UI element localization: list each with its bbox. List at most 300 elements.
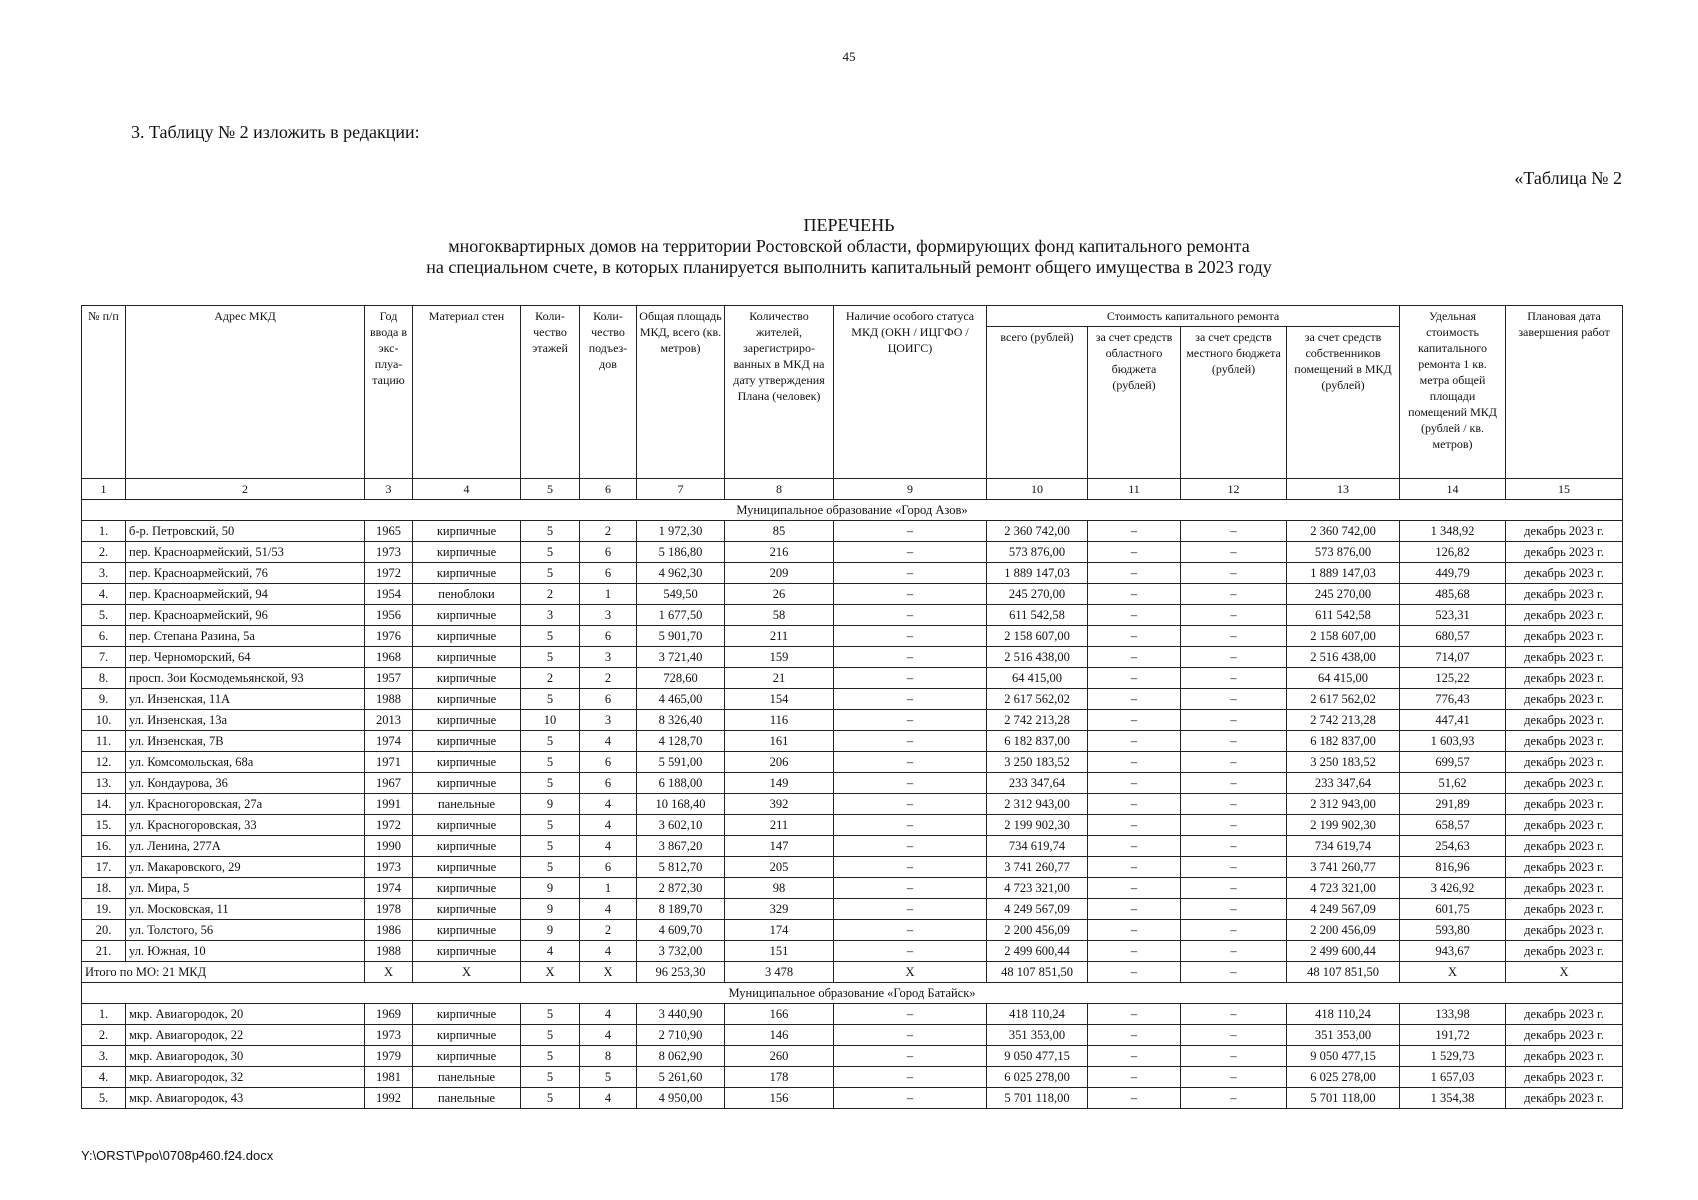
table-row [82,605,1623,626]
table-cell: 1981 [365,1067,413,1088]
table-cell: 156 [725,1088,834,1109]
table-cell: 64 415,00 [1287,668,1400,689]
table-cell: 2 200 456,09 [1287,920,1400,941]
table-cell: 216 [725,542,834,563]
table-cell: 549,50 [637,584,725,605]
table-cell: 4 [580,794,637,815]
table-cell: кирпичные [413,710,521,731]
total-cell: X [580,962,637,983]
table-cell: 161 [725,731,834,752]
table-cell: 351 353,00 [1287,1025,1400,1046]
table-row [82,857,1623,878]
table-cell: – [1088,794,1181,815]
table-cell: 20. [82,920,126,941]
table-cell: – [1088,626,1181,647]
table-cell: 6 182 837,00 [987,731,1088,752]
table-cell: – [1181,815,1287,836]
section-row [82,500,1623,521]
table-cell: 392 [725,794,834,815]
table-cell: – [1181,731,1287,752]
table-cell: – [1088,1088,1181,1109]
table-cell: 658,57 [1400,815,1506,836]
address-cell: мкр. Авиагородок, 20 [126,1004,365,1025]
total-cell: – [1181,962,1287,983]
table-row [82,1025,1623,1046]
table-cell: декабрь 2023 г. [1506,647,1623,668]
table-row [82,521,1623,542]
table-row [82,752,1623,773]
table-body [82,500,1623,1109]
table-row [82,899,1623,920]
total-cell: – [1088,962,1181,983]
table-cell: 8 189,70 [637,899,725,920]
table-cell: 254,63 [1400,836,1506,857]
table-cell: 85 [725,521,834,542]
table-cell: – [1088,605,1181,626]
table-cell: 260 [725,1046,834,1067]
table-row [82,1067,1623,1088]
table-cell: 4 [580,1004,637,1025]
table-cell: 1 889 147,03 [1287,563,1400,584]
houses-table [81,305,1623,1109]
table-cell: 5 [521,1046,580,1067]
table-cell: – [1181,836,1287,857]
table-cell: декабрь 2023 г. [1506,1004,1623,1025]
table-cell: 4 723 321,00 [987,878,1088,899]
table-cell: 2013 [365,710,413,731]
table-cell: 154 [725,689,834,710]
table-cell: 3 250 183,52 [1287,752,1400,773]
table-cell: – [834,689,987,710]
table-cell: декабрь 2023 г. [1506,794,1623,815]
table-row [82,773,1623,794]
table-cell: – [1181,668,1287,689]
table-cell: 1 603,93 [1400,731,1506,752]
table-cell: 3 [521,605,580,626]
table-cell: – [1088,731,1181,752]
table-cell: декабрь 2023 г. [1506,668,1623,689]
table-cell: 1988 [365,689,413,710]
table-row [82,710,1623,731]
table-cell: – [1088,1004,1181,1025]
table-cell: декабрь 2023 г. [1506,878,1623,899]
table-cell: 205 [725,857,834,878]
table-cell: 2. [82,1025,126,1046]
table-cell: 149 [725,773,834,794]
table-cell: – [1088,920,1181,941]
table-cell: 191,72 [1400,1025,1506,1046]
table-cell: – [834,731,987,752]
table-cell: 16. [82,836,126,857]
table-cell: – [834,857,987,878]
address-cell: пер. Черноморский, 64 [126,647,365,668]
table-cell: 329 [725,899,834,920]
table-cell: 816,96 [1400,857,1506,878]
table-cell: 245 270,00 [987,584,1088,605]
table-cell: 4 [521,941,580,962]
address-cell: б-р. Петровский, 50 [126,521,365,542]
table-cell: – [1181,521,1287,542]
table-row [82,815,1623,836]
table-cell: – [834,794,987,815]
table-cell: 6 [580,689,637,710]
address-cell: пер. Красноармейский, 76 [126,563,365,584]
table-cell: 6 [580,542,637,563]
table-cell: декабрь 2023 г. [1506,710,1623,731]
table-cell: кирпичные [413,1004,521,1025]
table-cell: 9. [82,689,126,710]
table-cell: 1. [82,1004,126,1025]
table-cell: декабрь 2023 г. [1506,920,1623,941]
table-cell: 1973 [365,542,413,563]
table-cell: 4 962,30 [637,563,725,584]
table-cell: 245 270,00 [1287,584,1400,605]
table-cell: 728,60 [637,668,725,689]
table-cell: панельные [413,794,521,815]
table-cell: – [1181,941,1287,962]
table-cell: – [1181,563,1287,584]
table-cell: 573 876,00 [1287,542,1400,563]
table-cell: 5 [521,1067,580,1088]
table-cell: 125,22 [1400,668,1506,689]
table-cell: кирпичные [413,542,521,563]
table-cell: 14. [82,794,126,815]
table-cell: декабрь 2023 г. [1506,731,1623,752]
table-cell: 58 [725,605,834,626]
table-cell: 17. [82,857,126,878]
table-cell: 1992 [365,1088,413,1109]
table-cell: 1 354,38 [1400,1088,1506,1109]
section-title: Муниципальное образование «Город Азов» [82,500,1623,521]
table-cell: 5 [521,542,580,563]
table-cell: 5 [521,521,580,542]
table-cell: 734 619,74 [987,836,1088,857]
table-cell: 1956 [365,605,413,626]
col-header-7: Общая площадь МКД, всего (кв. метров) [637,306,725,479]
table-cell: 1986 [365,920,413,941]
table-cell: – [1181,605,1287,626]
table-cell: 714,07 [1400,647,1506,668]
table-cell: 209 [725,563,834,584]
table-cell: – [1181,710,1287,731]
heading-title: ПЕРЕЧЕНЬ [803,215,895,235]
table-row [82,689,1623,710]
table-cell: 4 [580,941,637,962]
col-header-8: Количество жителей, зарегистрированных в МКД на дату утверждения Плана (человек) [725,306,834,479]
table-cell: декабрь 2023 г. [1506,857,1623,878]
column-number: 1 [82,479,126,500]
table-cell: – [834,899,987,920]
address-cell: ул. Инзенская, 7В [126,731,365,752]
table-cell: 3 732,00 [637,941,725,962]
section-title: Муниципальное образование «Город Батайск» [82,983,1623,1004]
table-cell: декабрь 2023 г. [1506,1067,1623,1088]
table-caption: «Таблица № 2 [1514,168,1622,188]
address-cell: ул. Красногоровская, 27а [126,794,365,815]
table-cell: 21 [725,668,834,689]
column-number: 7 [637,479,725,500]
table-cell: 2 360 742,00 [987,521,1088,542]
table-cell: – [1088,584,1181,605]
table-cell: 2 158 607,00 [987,626,1088,647]
table-cell: кирпичные [413,815,521,836]
table-cell: панельные [413,1067,521,1088]
col-header-cost-group: Стоимость капитального ремонта [987,306,1400,327]
table-cell: 3. [82,1046,126,1067]
table-cell: 1954 [365,584,413,605]
table-cell: 4 723 321,00 [1287,878,1400,899]
table-cell: 418 110,24 [987,1004,1088,1025]
column-number: 9 [834,479,987,500]
table-cell: 5 [521,1088,580,1109]
table-cell: – [1181,1046,1287,1067]
column-number: 2 [126,479,365,500]
table-cell: – [834,584,987,605]
table-cell: 3 440,90 [637,1004,725,1025]
table-cell: 3 250 183,52 [987,752,1088,773]
table-cell: 1991 [365,794,413,815]
table-cell: 159 [725,647,834,668]
table-cell: 4 [580,1088,637,1109]
table-row [82,668,1623,689]
table-cell: 5 [521,731,580,752]
table-cell: 10 [521,710,580,731]
table-row [82,1046,1623,1067]
header-row [82,306,1623,327]
table-cell: 5 [521,815,580,836]
table-cell: 8 326,40 [637,710,725,731]
table-cell: – [834,1088,987,1109]
table-cell: 6 [580,773,637,794]
table-cell: кирпичные [413,920,521,941]
table-cell: – [834,1067,987,1088]
table-row [82,1004,1623,1025]
table-cell: 1972 [365,563,413,584]
table-row [82,731,1623,752]
table-cell: 1 657,03 [1400,1067,1506,1088]
table-cell: – [1181,1004,1287,1025]
table-cell: 2 [521,584,580,605]
table-cell: 1. [82,521,126,542]
table-row [82,920,1623,941]
table-cell: – [834,542,987,563]
table-cell: 1 [580,584,637,605]
address-cell: мкр. Авиагородок, 43 [126,1088,365,1109]
table-cell: – [1088,752,1181,773]
column-number: 15 [1506,479,1623,500]
table-cell: 126,82 [1400,542,1506,563]
table-cell: 151 [725,941,834,962]
table-cell: 593,80 [1400,920,1506,941]
table-cell: 4 [580,899,637,920]
table-cell: 2 [580,668,637,689]
table-cell: 4 609,70 [637,920,725,941]
table-cell: 133,98 [1400,1004,1506,1025]
address-cell: ул. Южная, 10 [126,941,365,962]
table-cell: кирпичные [413,605,521,626]
col-header-3: Год ввода в эксплуатацию [365,306,413,479]
table-row [82,794,1623,815]
table-cell: декабрь 2023 г. [1506,605,1623,626]
address-cell: ул. Комсомольская, 68а [126,752,365,773]
column-number: 3 [365,479,413,500]
address-cell: ул. Мира, 5 [126,878,365,899]
table-cell: декабрь 2023 г. [1506,521,1623,542]
column-number: 8 [725,479,834,500]
table-cell: 4 128,70 [637,731,725,752]
table-cell: 9 [521,878,580,899]
table-cell: – [1181,1025,1287,1046]
table-cell: декабрь 2023 г. [1506,1046,1623,1067]
address-cell: ул. Инзенская, 13а [126,710,365,731]
table-cell: декабрь 2023 г. [1506,689,1623,710]
table-cell: – [834,521,987,542]
table-cell: – [1181,899,1287,920]
table-cell: 9 [521,899,580,920]
total-cell: 48 107 851,50 [987,962,1088,983]
col-header-5: Количество этажей [521,306,580,479]
table-cell: 1974 [365,878,413,899]
table-cell: – [834,563,987,584]
table-cell: 1957 [365,668,413,689]
table-cell: 6 [580,857,637,878]
table-cell: – [834,878,987,899]
table-cell: 1 348,92 [1400,521,1506,542]
table-cell: 2 872,30 [637,878,725,899]
table-cell: 1973 [365,857,413,878]
column-number: 14 [1400,479,1506,500]
total-cell: 48 107 851,50 [1287,962,1400,983]
table-cell: – [834,815,987,836]
table-cell: декабрь 2023 г. [1506,815,1623,836]
table-cell: 6 025 278,00 [1287,1067,1400,1088]
table-cell: 233 347,64 [987,773,1088,794]
table-cell: – [834,1025,987,1046]
table-cell: 1 889 147,03 [987,563,1088,584]
address-cell: ул. Толстого, 56 [126,920,365,941]
total-cell: 3 478 [725,962,834,983]
table-cell: 2 742 213,28 [1287,710,1400,731]
address-cell: мкр. Авиагородок, 32 [126,1067,365,1088]
table-cell: 18. [82,878,126,899]
table-cell: декабрь 2023 г. [1506,773,1623,794]
heading-line-3: на специальном счете, в которых планируется выполнить капитальный ремонт общего имущества в 2023 году [426,257,1272,277]
table-cell: 8. [82,668,126,689]
table-cell: 734 619,74 [1287,836,1400,857]
col-header-12: за счет средств местного бюджета (рублей) [1181,327,1287,479]
table-cell: 12. [82,752,126,773]
table-cell: 523,31 [1400,605,1506,626]
table-cell: 1990 [365,836,413,857]
column-number: 4 [413,479,521,500]
table-cell: 15. [82,815,126,836]
table-cell: 3 [580,605,637,626]
table-cell: 64 415,00 [987,668,1088,689]
table-cell: 5 [521,836,580,857]
col-header-11: за счет средств областного бюджета (рублей) [1088,327,1181,479]
address-cell: ул. Инзенская, 11А [126,689,365,710]
table-cell: 1 [580,878,637,899]
column-number: 10 [987,479,1088,500]
total-cell: X [365,962,413,983]
table-cell: 5 [521,773,580,794]
table-cell: 3 426,92 [1400,878,1506,899]
table-cell: 2 710,90 [637,1025,725,1046]
table-cell: кирпичные [413,878,521,899]
table-cell: 5 591,00 [637,752,725,773]
col-header-6: Количество подъездов [580,306,637,479]
col-header-10: всего (рублей) [987,327,1088,479]
table-cell: кирпичные [413,647,521,668]
table-cell: 5 [521,563,580,584]
table-cell: 573 876,00 [987,542,1088,563]
document-heading [0,215,1698,278]
table-row [82,647,1623,668]
table-cell: 1979 [365,1046,413,1067]
column-number: 5 [521,479,580,500]
table-cell: 2 742 213,28 [987,710,1088,731]
table-cell: 1988 [365,941,413,962]
table-cell: – [1088,1046,1181,1067]
table-cell: – [1088,710,1181,731]
table-cell: кирпичные [413,689,521,710]
table-cell: – [1181,920,1287,941]
table-cell: – [1181,626,1287,647]
total-cell: X [1506,962,1623,983]
table-cell: 1976 [365,626,413,647]
table-cell: кирпичные [413,668,521,689]
table-cell: кирпичные [413,752,521,773]
table-cell: 6 [580,752,637,773]
table-cell: – [1088,689,1181,710]
table-cell: 776,43 [1400,689,1506,710]
table-cell: 13. [82,773,126,794]
table-cell: декабрь 2023 г. [1506,836,1623,857]
table-cell: панельные [413,1088,521,1109]
table-cell: 2 516 438,00 [1287,647,1400,668]
table-cell: 3. [82,563,126,584]
table-cell: 51,62 [1400,773,1506,794]
table-cell: – [1181,1088,1287,1109]
address-cell: ул. Ленина, 277А [126,836,365,857]
table-cell: – [1181,584,1287,605]
table-cell: 2 617 562,02 [987,689,1088,710]
table-cell: кирпичные [413,773,521,794]
table-cell: 611 542,58 [987,605,1088,626]
table-cell: 485,68 [1400,584,1506,605]
table-cell: 2 199 902,30 [987,815,1088,836]
table-cell: – [1088,857,1181,878]
table-cell: 4 950,00 [637,1088,725,1109]
table-cell: 351 353,00 [987,1025,1088,1046]
col-header-4: Материал стен [413,306,521,479]
table-cell: 9 [521,920,580,941]
table-cell: 11. [82,731,126,752]
table-cell: 1969 [365,1004,413,1025]
total-label: Итого по МО: 21 МКД [82,962,365,983]
table-cell: 5 [521,752,580,773]
table-cell: кирпичные [413,836,521,857]
table-row [82,563,1623,584]
table-cell: 2 499 600,44 [987,941,1088,962]
table-cell: – [1181,689,1287,710]
table-cell: 5 812,70 [637,857,725,878]
table-cell: 2 516 438,00 [987,647,1088,668]
table-cell: декабрь 2023 г. [1506,626,1623,647]
file-path-footer: Y:\ORST\Ppo\0708p460.f24.docx [81,1148,274,1163]
table-cell: декабрь 2023 г. [1506,584,1623,605]
table-cell: 611 542,58 [1287,605,1400,626]
